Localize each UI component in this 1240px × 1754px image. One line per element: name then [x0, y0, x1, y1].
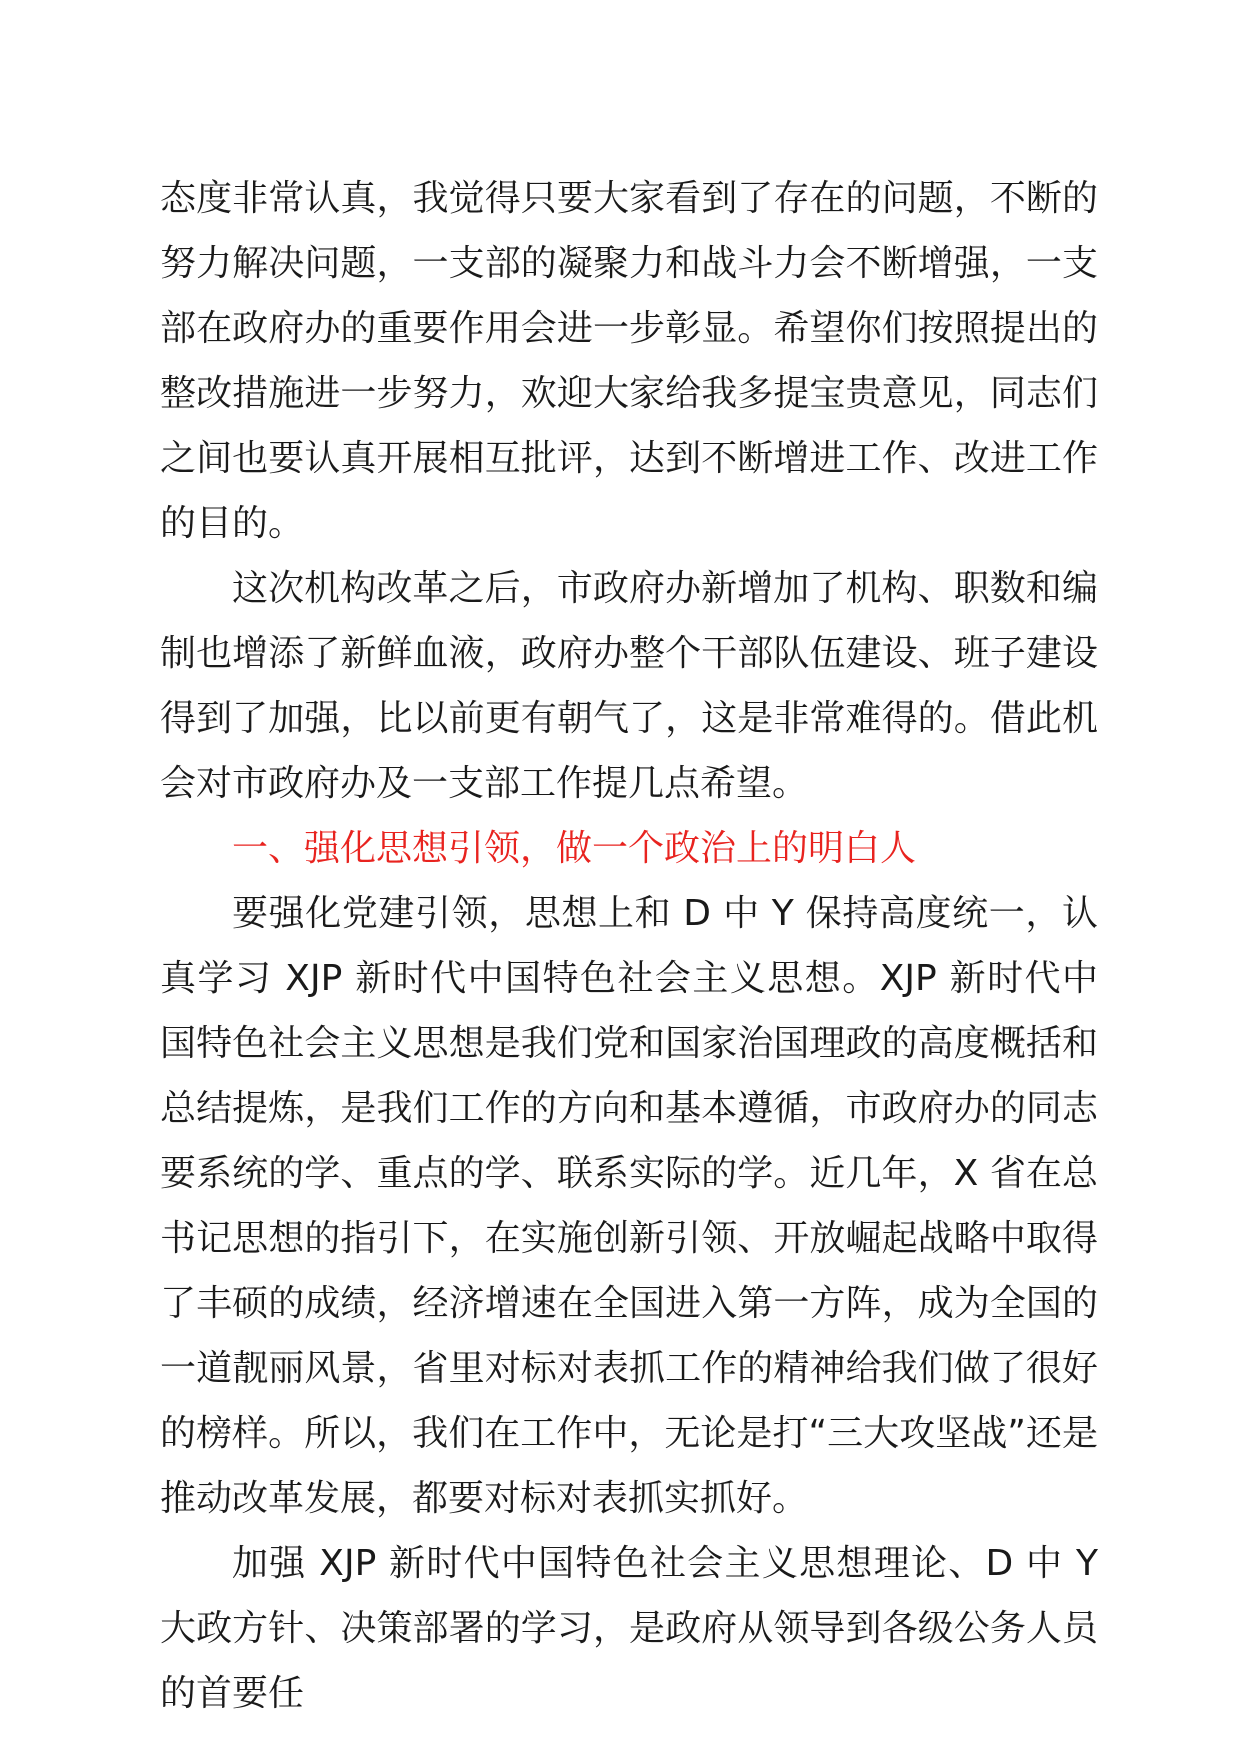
paragraph-reform: 这次机构改革之后，市政府办新增加了机构、职数和编制也增添了新鲜血液，政府办整个干部队伍建设、班子建设得到了加强，比以前更有朝气了，这是非常难得的。借此机会对市政府办及一支部工作提几点希望。: [160, 568, 1098, 804]
paragraph-continuation: 态度非常认真，我觉得只要大家看到了存在的问题，不断的努力解决问题，一支部的凝聚力和战斗力会不断增强，一支部在政府办的重要作用会进一步彰显。希望你们按照提出的整改措施进一步努力，欢迎大家给我多提宝贵意见，同志们之间也要认真开展相互批评，达到不断增进工作、改进工作的目的。: [160, 178, 1098, 544]
paragraph-party-building: 要强化党建引领，思想上和 D 中 Y 保持高度统一，认真学习 XJP 新时代中国特色社会主义思想。XJP 新时代中国特色社会主义思想是我们党和国家治国理政的高度概括和总结提炼，是我们工作的方向和基本遵循，市政府办的同志要系统的学、重点的学、联系实际的学。近几年，X 省在总书记思想的指引下，在实施创新引领、开放崛起战略中取得了丰硕的成绩，经济增速在全国进入第一方阵，成为全国的一道靓丽风景，省里对标对表抓工作的精神给我们做了很好的榜样。所以，我们在工作中，无论是打“三大攻坚战”还是推动改革发展，都要对标对表抓实抓好。: [160, 893, 1098, 1519]
paragraph-study: 加强 XJP 新时代中国特色社会主义思想理论、D 中 Y 大政方针、决策部署的学习，是政府从领导到各级公务人员的首要任: [160, 1543, 1098, 1714]
section-heading-1: 一、强化思想引领，做一个政治上的明白人: [232, 828, 917, 869]
document-page: [160, 166, 1098, 1726]
